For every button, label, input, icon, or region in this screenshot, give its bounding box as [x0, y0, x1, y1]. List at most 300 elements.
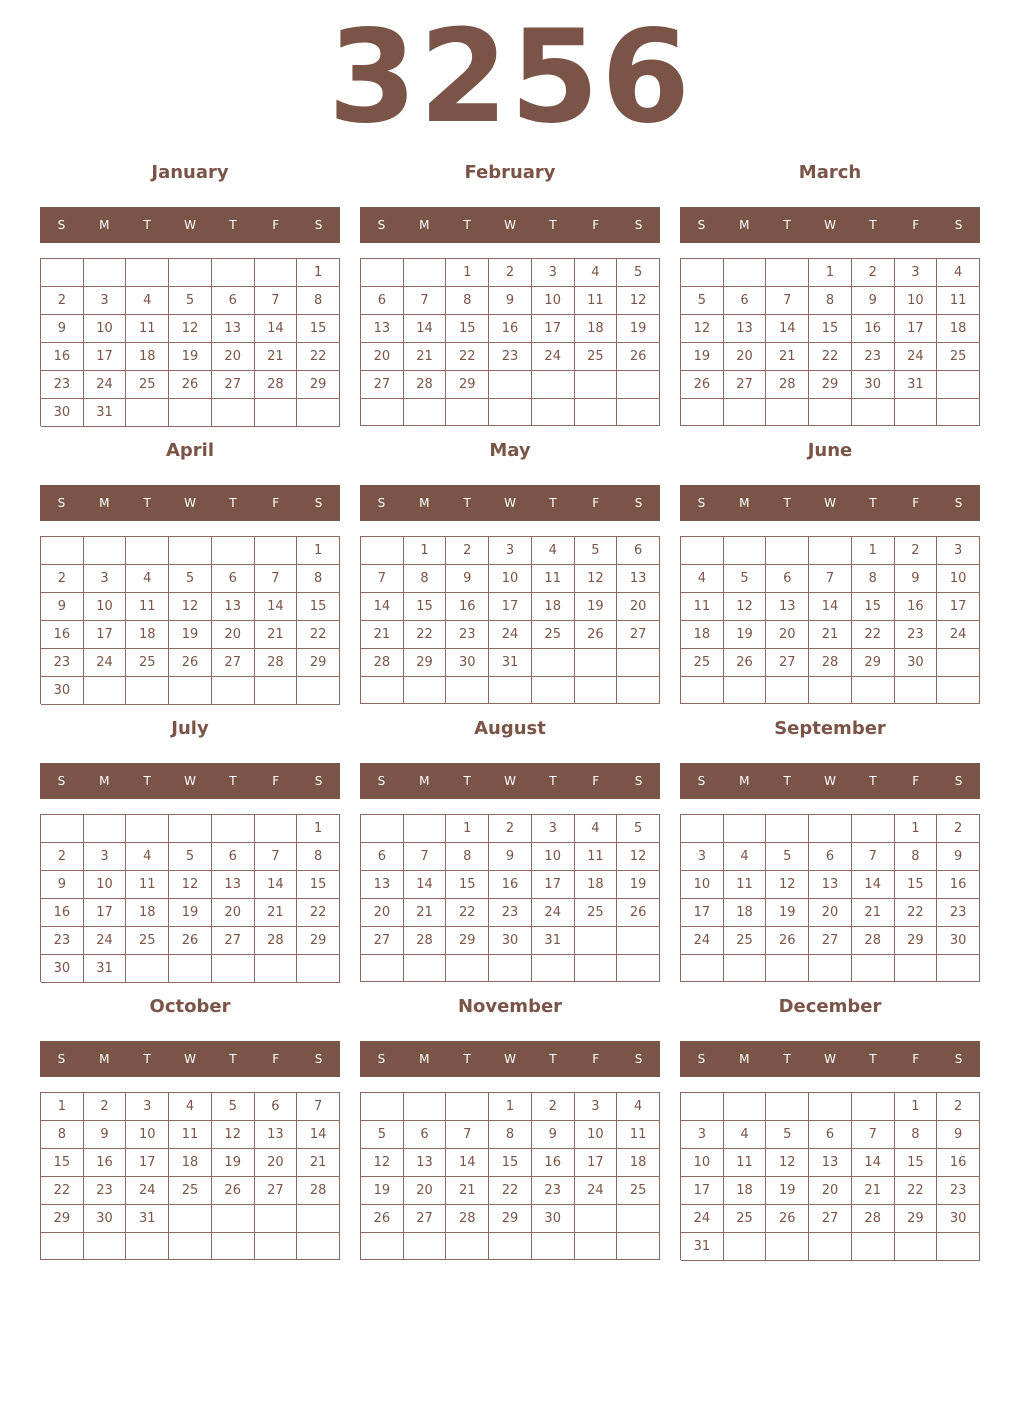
month-name: December: [778, 996, 882, 1017]
day-grid: [360, 536, 660, 704]
day-cell: 21: [809, 621, 852, 649]
empty-cell: [575, 649, 618, 677]
empty-cell: [852, 955, 895, 982]
empty-cell: [617, 1233, 660, 1260]
empty-cell: [766, 1093, 809, 1121]
weekday-label: F: [272, 496, 280, 510]
day-cell: 10: [532, 843, 575, 871]
day-cell: 9: [41, 871, 84, 899]
day-cell: 30: [895, 649, 938, 677]
day-cell: 13: [724, 315, 767, 343]
day-cell: 2: [41, 565, 84, 593]
weekday-label: M: [419, 218, 430, 232]
empty-cell: [404, 1093, 447, 1121]
day-cell: 17: [532, 871, 575, 899]
day-cell: 14: [297, 1121, 340, 1149]
weekday-label: S: [634, 496, 643, 510]
month-name: September: [774, 718, 886, 739]
empty-cell: [212, 1233, 255, 1260]
day-cell: 11: [724, 871, 767, 899]
day-cell: 6: [766, 565, 809, 593]
day-cell: 2: [84, 1093, 127, 1121]
day-cell: 30: [937, 927, 980, 955]
empty-cell: [809, 955, 852, 982]
day-cell: 13: [212, 315, 255, 343]
day-cell: 11: [575, 287, 618, 315]
day-cell: 18: [724, 899, 767, 927]
day-cell: 20: [212, 343, 255, 371]
empty-cell: [809, 677, 852, 704]
empty-cell: [724, 399, 767, 426]
day-cell: 28: [852, 1205, 895, 1233]
day-cell: 13: [809, 871, 852, 899]
day-cell: 17: [681, 1177, 724, 1205]
empty-cell: [617, 649, 660, 677]
day-cell: 18: [575, 871, 618, 899]
weekday-label: S: [57, 496, 66, 510]
day-cell: 19: [361, 1177, 404, 1205]
day-cell: 8: [809, 287, 852, 315]
empty-cell: [724, 259, 767, 287]
weekday-label: S: [697, 496, 706, 510]
day-cell: 24: [575, 1177, 618, 1205]
weekday-label: S: [634, 1052, 643, 1066]
day-cell: 20: [724, 343, 767, 371]
empty-cell: [255, 677, 298, 705]
day-cell: 10: [937, 565, 980, 593]
day-cell: 20: [809, 899, 852, 927]
day-cell: 19: [724, 621, 767, 649]
day-cell: 16: [489, 871, 532, 899]
day-cell: 22: [446, 343, 489, 371]
weekday-label: T: [549, 496, 557, 510]
day-cell: 21: [852, 1177, 895, 1205]
empty-cell: [255, 537, 298, 565]
day-cell: 6: [617, 537, 660, 565]
day-cell: 3: [575, 1093, 618, 1121]
day-cell: 15: [41, 1149, 84, 1177]
day-grid: [360, 814, 660, 982]
weekday-label: W: [504, 218, 516, 232]
empty-cell: [84, 259, 127, 287]
empty-cell: [681, 1093, 724, 1121]
day-cell: 6: [361, 287, 404, 315]
day-cell: 3: [126, 1093, 169, 1121]
day-cell: 9: [895, 565, 938, 593]
day-cell: 24: [84, 649, 127, 677]
day-cell: 26: [766, 927, 809, 955]
day-cell: 25: [126, 371, 169, 399]
day-cell: 28: [446, 1205, 489, 1233]
day-cell: 10: [532, 287, 575, 315]
day-cell: 22: [297, 621, 340, 649]
day-cell: 25: [724, 927, 767, 955]
day-cell: 6: [212, 287, 255, 315]
day-cell: 25: [575, 899, 618, 927]
day-cell: 6: [255, 1093, 298, 1121]
empty-cell: [575, 677, 618, 704]
day-cell: 7: [361, 565, 404, 593]
month-name: November: [457, 996, 563, 1017]
day-cell: 31: [895, 371, 938, 399]
day-cell: 10: [489, 565, 532, 593]
weekday-header: [680, 763, 980, 799]
empty-cell: [681, 399, 724, 426]
day-cell: 5: [169, 843, 212, 871]
day-cell: 21: [446, 1177, 489, 1205]
day-cell: 12: [212, 1121, 255, 1149]
empty-cell: [724, 537, 767, 565]
day-cell: 23: [852, 343, 895, 371]
empty-cell: [297, 399, 340, 427]
day-cell: 1: [404, 537, 447, 565]
day-cell: 14: [809, 593, 852, 621]
day-cell: 5: [766, 843, 809, 871]
day-cell: 13: [212, 593, 255, 621]
weekday-label: T: [783, 218, 791, 232]
day-cell: 20: [255, 1149, 298, 1177]
day-cell: 18: [126, 899, 169, 927]
weekday-header: [40, 207, 340, 243]
weekday-label: T: [143, 496, 151, 510]
empty-cell: [809, 1233, 852, 1261]
day-cell: 4: [126, 565, 169, 593]
empty-cell: [937, 399, 980, 426]
day-cell: 24: [681, 927, 724, 955]
empty-cell: [852, 677, 895, 704]
empty-cell: [126, 955, 169, 983]
day-cell: 16: [41, 343, 84, 371]
empty-cell: [681, 259, 724, 287]
day-cell: 12: [169, 315, 212, 343]
day-cell: 21: [404, 343, 447, 371]
day-cell: 28: [255, 371, 298, 399]
day-cell: 5: [681, 287, 724, 315]
empty-cell: [489, 955, 532, 982]
day-cell: 7: [404, 287, 447, 315]
empty-cell: [404, 677, 447, 704]
empty-cell: [681, 677, 724, 704]
day-cell: 28: [404, 927, 447, 955]
day-grid: [40, 1092, 340, 1260]
day-cell: 29: [809, 371, 852, 399]
weekday-label: T: [783, 1052, 791, 1066]
day-cell: 2: [41, 287, 84, 315]
weekday-label: T: [229, 774, 237, 788]
day-cell: 29: [404, 649, 447, 677]
day-cell: 8: [446, 843, 489, 871]
day-cell: 17: [84, 343, 127, 371]
weekday-label: S: [954, 218, 963, 232]
day-cell: 17: [895, 315, 938, 343]
day-cell: 17: [937, 593, 980, 621]
day-cell: 17: [126, 1149, 169, 1177]
day-cell: 13: [766, 593, 809, 621]
day-cell: 16: [41, 621, 84, 649]
empty-cell: [617, 1205, 660, 1233]
day-cell: 19: [575, 593, 618, 621]
day-cell: 1: [809, 259, 852, 287]
empty-cell: [84, 677, 127, 705]
day-cell: 10: [84, 315, 127, 343]
empty-cell: [404, 955, 447, 982]
empty-cell: [724, 677, 767, 704]
empty-cell: [617, 677, 660, 704]
day-cell: 11: [126, 593, 169, 621]
empty-cell: [361, 677, 404, 704]
day-cell: 4: [617, 1093, 660, 1121]
day-cell: 15: [809, 315, 852, 343]
day-cell: 29: [297, 927, 340, 955]
day-cell: 19: [169, 621, 212, 649]
day-cell: 25: [937, 343, 980, 371]
empty-cell: [169, 815, 212, 843]
day-cell: 28: [852, 927, 895, 955]
day-cell: 14: [361, 593, 404, 621]
empty-cell: [681, 955, 724, 982]
empty-cell: [575, 1205, 618, 1233]
day-cell: 24: [937, 621, 980, 649]
weekday-label: T: [869, 1052, 877, 1066]
day-cell: 29: [489, 1205, 532, 1233]
empty-cell: [489, 1233, 532, 1260]
day-cell: 27: [212, 927, 255, 955]
weekday-label: M: [419, 1052, 430, 1066]
day-cell: 10: [84, 593, 127, 621]
empty-cell: [446, 399, 489, 426]
empty-cell: [852, 399, 895, 426]
day-cell: 2: [895, 537, 938, 565]
day-cell: 21: [255, 343, 298, 371]
day-cell: 11: [126, 871, 169, 899]
day-cell: 16: [937, 871, 980, 899]
empty-cell: [809, 815, 852, 843]
day-cell: 9: [852, 287, 895, 315]
weekday-label: W: [824, 496, 836, 510]
empty-cell: [255, 399, 298, 427]
day-cell: 27: [255, 1177, 298, 1205]
day-cell: 30: [937, 1205, 980, 1233]
day-cell: 16: [446, 593, 489, 621]
empty-cell: [169, 537, 212, 565]
weekday-label: W: [184, 496, 196, 510]
weekday-label: F: [912, 774, 920, 788]
weekday-label: T: [783, 496, 791, 510]
day-cell: 31: [126, 1205, 169, 1233]
day-cell: 12: [169, 871, 212, 899]
day-cell: 3: [532, 259, 575, 287]
day-cell: 23: [41, 649, 84, 677]
weekday-label: W: [504, 774, 516, 788]
day-cell: 9: [84, 1121, 127, 1149]
day-cell: 20: [617, 593, 660, 621]
day-cell: 20: [212, 899, 255, 927]
empty-cell: [126, 1233, 169, 1260]
day-grid: [680, 258, 980, 426]
day-cell: 1: [446, 815, 489, 843]
day-cell: 5: [169, 565, 212, 593]
weekday-label: W: [824, 218, 836, 232]
day-cell: 4: [681, 565, 724, 593]
weekday-header: [360, 763, 660, 799]
day-cell: 15: [297, 871, 340, 899]
empty-cell: [617, 399, 660, 426]
day-cell: 5: [361, 1121, 404, 1149]
empty-cell: [169, 1205, 212, 1233]
day-cell: 1: [489, 1093, 532, 1121]
day-cell: 20: [404, 1177, 447, 1205]
empty-cell: [212, 1205, 255, 1233]
empty-cell: [532, 371, 575, 399]
empty-cell: [41, 815, 84, 843]
day-cell: 13: [361, 315, 404, 343]
weekday-label: F: [912, 496, 920, 510]
day-cell: 12: [617, 287, 660, 315]
day-cell: 14: [766, 315, 809, 343]
day-grid: [40, 258, 340, 426]
day-cell: 25: [724, 1205, 767, 1233]
empty-cell: [489, 371, 532, 399]
day-cell: 14: [852, 1149, 895, 1177]
empty-cell: [852, 1093, 895, 1121]
day-cell: 27: [361, 371, 404, 399]
day-cell: 16: [895, 593, 938, 621]
weekday-label: M: [99, 496, 110, 510]
weekday-label: T: [869, 218, 877, 232]
day-cell: 15: [297, 315, 340, 343]
day-cell: 2: [852, 259, 895, 287]
day-cell: 6: [724, 287, 767, 315]
month-name: July: [171, 718, 209, 739]
empty-cell: [852, 1233, 895, 1261]
day-cell: 17: [575, 1149, 618, 1177]
day-cell: 29: [895, 1205, 938, 1233]
weekday-header: [680, 207, 980, 243]
day-cell: 31: [489, 649, 532, 677]
day-cell: 9: [489, 843, 532, 871]
day-cell: 31: [84, 955, 127, 983]
day-cell: 15: [297, 593, 340, 621]
weekday-label: T: [143, 774, 151, 788]
day-cell: 26: [169, 927, 212, 955]
day-cell: 29: [297, 649, 340, 677]
empty-cell: [532, 399, 575, 426]
day-cell: 14: [852, 871, 895, 899]
weekday-header: [680, 1041, 980, 1077]
empty-cell: [361, 399, 404, 426]
empty-cell: [361, 815, 404, 843]
weekday-label: S: [377, 1052, 386, 1066]
day-cell: 8: [41, 1121, 84, 1149]
weekday-label: S: [697, 1052, 706, 1066]
day-cell: 4: [575, 259, 618, 287]
empty-cell: [169, 399, 212, 427]
empty-cell: [852, 815, 895, 843]
weekday-label: S: [377, 218, 386, 232]
day-cell: 12: [575, 565, 618, 593]
weekday-header: [680, 485, 980, 521]
empty-cell: [724, 1093, 767, 1121]
day-cell: 3: [84, 565, 127, 593]
empty-cell: [766, 537, 809, 565]
day-cell: 19: [681, 343, 724, 371]
empty-cell: [617, 371, 660, 399]
day-cell: 1: [895, 1093, 938, 1121]
day-cell: 27: [724, 371, 767, 399]
weekday-header: [360, 207, 660, 243]
weekday-label: M: [99, 218, 110, 232]
day-cell: 13: [255, 1121, 298, 1149]
weekday-label: W: [184, 218, 196, 232]
day-cell: 3: [84, 843, 127, 871]
day-cell: 11: [532, 565, 575, 593]
day-cell: 19: [169, 899, 212, 927]
weekday-label: S: [954, 774, 963, 788]
day-cell: 4: [937, 259, 980, 287]
day-cell: 12: [766, 1149, 809, 1177]
day-cell: 26: [617, 899, 660, 927]
weekday-label: T: [463, 218, 471, 232]
day-cell: 4: [724, 843, 767, 871]
empty-cell: [255, 1233, 298, 1260]
day-cell: 24: [532, 343, 575, 371]
day-cell: 26: [766, 1205, 809, 1233]
day-cell: 26: [575, 621, 618, 649]
day-cell: 5: [617, 259, 660, 287]
weekday-label: T: [463, 496, 471, 510]
weekday-label: W: [504, 496, 516, 510]
day-cell: 1: [852, 537, 895, 565]
day-cell: 6: [361, 843, 404, 871]
empty-cell: [532, 955, 575, 982]
day-cell: 8: [297, 843, 340, 871]
empty-cell: [297, 677, 340, 705]
empty-cell: [212, 815, 255, 843]
weekday-label: W: [184, 1052, 196, 1066]
day-cell: 28: [361, 649, 404, 677]
weekday-label: S: [634, 774, 643, 788]
day-cell: 25: [617, 1177, 660, 1205]
day-cell: 13: [404, 1149, 447, 1177]
day-cell: 15: [404, 593, 447, 621]
empty-cell: [724, 955, 767, 982]
day-cell: 9: [532, 1121, 575, 1149]
weekday-label: F: [272, 1052, 280, 1066]
day-grid: [680, 536, 980, 704]
day-cell: 11: [937, 287, 980, 315]
day-cell: 21: [404, 899, 447, 927]
empty-cell: [255, 259, 298, 287]
day-cell: 28: [255, 649, 298, 677]
weekday-label: W: [184, 774, 196, 788]
day-cell: 18: [169, 1149, 212, 1177]
day-cell: 11: [126, 315, 169, 343]
weekday-label: W: [824, 774, 836, 788]
day-cell: 3: [937, 537, 980, 565]
day-cell: 30: [84, 1205, 127, 1233]
weekday-label: S: [377, 774, 386, 788]
empty-cell: [937, 955, 980, 982]
day-cell: 7: [809, 565, 852, 593]
day-cell: 27: [404, 1205, 447, 1233]
day-cell: 23: [84, 1177, 127, 1205]
empty-cell: [297, 1205, 340, 1233]
day-cell: 17: [84, 899, 127, 927]
empty-cell: [681, 537, 724, 565]
day-cell: 30: [489, 927, 532, 955]
day-cell: 14: [446, 1149, 489, 1177]
day-cell: 26: [617, 343, 660, 371]
